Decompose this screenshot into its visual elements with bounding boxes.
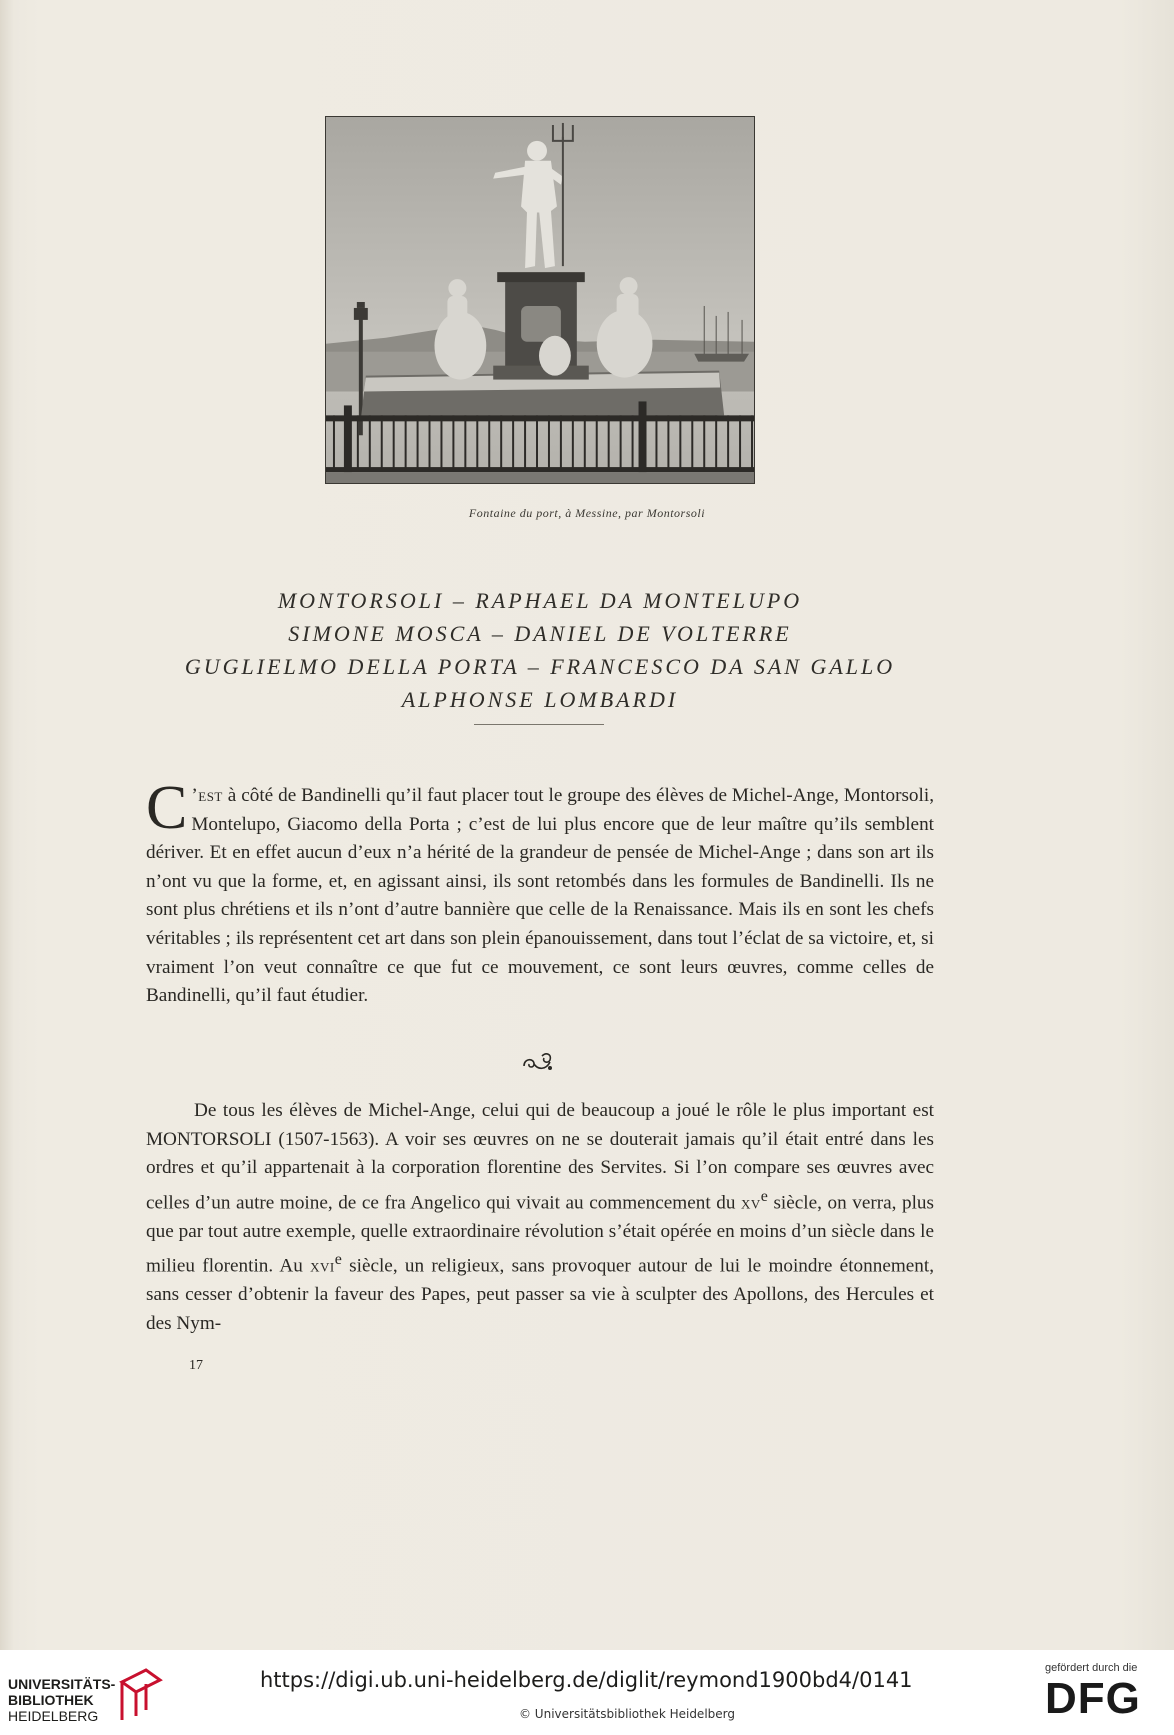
paragraph-intro	[146, 774, 934, 1011]
paragraph-text: De tous les élèves de Michel-Ange, celui qui de beaucoup a joué le rôle le plus important est MONTORSOLI (1507-1563). A voir ses œuvres on ne se douterait jamais qu’il était entré dans les ordres et qu’il appartenait à la corporation florentine des Servites. Si l’on compare ses œuvres avec celles d’un autre moine, de ce fra Angelico qui vivait au commencement du	[146, 1100, 934, 1214]
title-rule	[474, 724, 604, 725]
fountain-photograph	[325, 116, 755, 484]
copyright-notice: © Universitätsbibliothek Heidelberg	[518, 1707, 735, 1721]
document-url-link[interactable]: https://digi.ub.uni-heidelberg.de/diglit/reymond1900bd4/0141	[260, 1668, 913, 1692]
chapter-title-line: ALPHONSE LOMBARDI	[401, 687, 679, 712]
viewer-footer	[0, 1650, 1174, 1735]
page-number: 17	[189, 1358, 203, 1373]
paragraph-montorsoli	[146, 1097, 934, 1339]
figure-caption: Fontaine du port, à Messine, par Montorsoli	[468, 506, 706, 520]
century-superscript: e	[334, 1251, 342, 1269]
funding-label: gefördert durch die	[1045, 1662, 1138, 1674]
library-name-line: HEIDELBERG	[8, 1708, 99, 1724]
dfg-logo[interactable]: DFG	[1045, 1674, 1141, 1723]
library-name-line: UNIVERSITÄTS-	[8, 1676, 116, 1692]
library-name-line: BIBLIOTHEK	[8, 1692, 94, 1708]
paragraph-text: siècle, on verra, plus que par tout autre exemple, quelle extraordinaire révolution s’était opérée en moins d’un siècle dans le milieu florentin. Au	[146, 1192, 934, 1277]
paragraph-text: siècle, un religieux, sans provoquer autour de lui le moindre étonnement, sans cesser d’obtenir la faveur des Papes, peut passer sa vie à sculpter des Apollons, des Hercules et des Nym-	[146, 1255, 934, 1334]
century-numeral: xvi	[310, 1255, 335, 1277]
chapter-title-line: MONTORSOLI – RAPHAEL DA MONTELUPO	[277, 588, 803, 613]
chapter-title-line: SIMONE MOSCA – DANIEL DE VOLTERRE	[288, 621, 792, 646]
chapter-titles	[0, 584, 1080, 716]
fountain-illustration	[326, 117, 754, 483]
century-numeral: xv	[740, 1192, 761, 1214]
fleuron-ornament-icon	[520, 1050, 556, 1074]
chapter-title-line: GUGLIELMO DELLA PORTA – FRANCESCO DA SAN GALLO	[184, 654, 896, 679]
century-superscript: e	[760, 1187, 768, 1205]
drop-cap: C	[146, 774, 188, 842]
paragraph-intro-text: à côté de Bandinelli qu’il faut placer tout le groupe des élèves de Michel-Ange, Montorsoli, Montelupo, Giacomo della Porta ; c’est de lui plus encore que de leur maître qu’ils semblent dériver. Et en effet aucun d’eux n’a hérité de la grandeur de pensée de Michel-Ange ; dans son art ils n’ont vu que la forme, et, en agissant ainsi, ils sont retombés dans les formules de Bandinelli. Ils ne sont plus chrétiens et ils n’ont d’autre bannière que celle de la Renaissance. Mais ils en sont les chefs véritables ; ils représentent cet art dans son plein épanouissement, dans tout l’éclat de sa victoire, et, si vraiment l’on veut connaître ce que fut ce mouvement, ce sont leurs œuvres, comme celles de Bandinelli, qu’il faut étudier.	[146, 785, 934, 1007]
lead-in: ’est	[191, 785, 223, 806]
